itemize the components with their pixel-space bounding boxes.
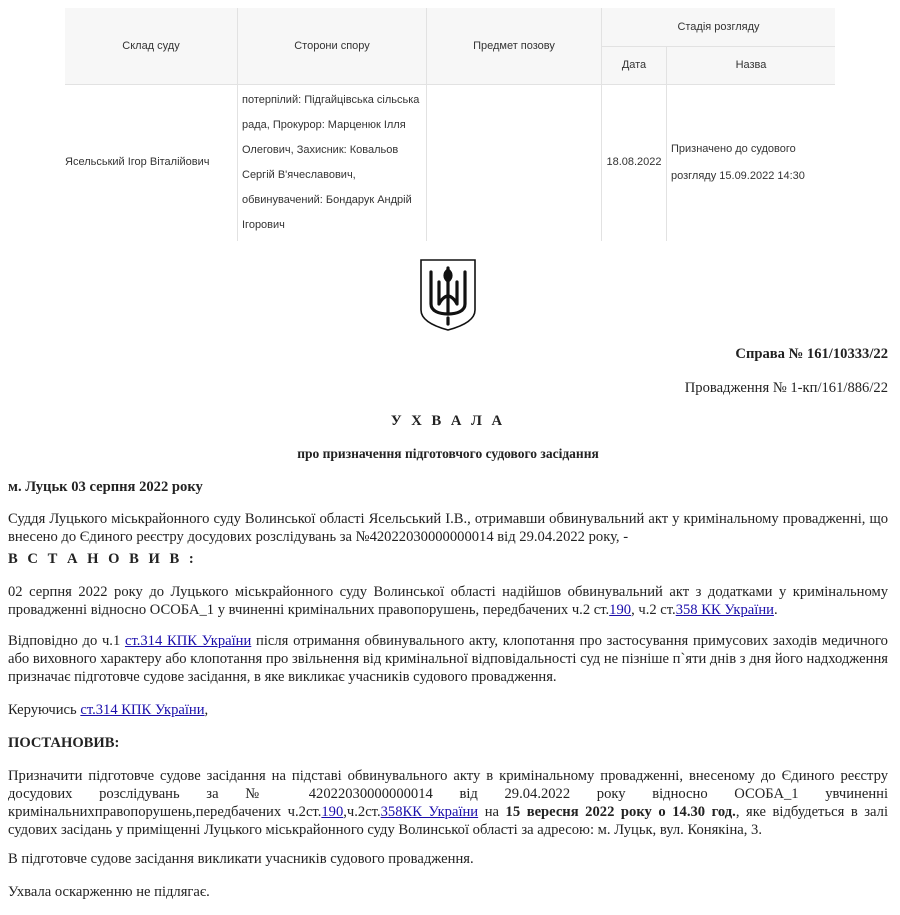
paragraph-receipt-text: 02 серпня 2022 року до Луцького міськрайонного суду Волинської області надійшов обвинувальний акт з додатками у кримінальному провадженні відносно ОСОБА_1 у вчиненні кримінальних правопорушень, передбачених ч.2 ст. <box>8 584 888 618</box>
proceeding-number: Провадження № 1-кп/161/886/22 <box>684 380 888 396</box>
header-stage: Стадія розгляду <box>602 8 836 46</box>
established-heading: В С Т А Н О В И В : <box>8 551 197 567</box>
article-314-link-2[interactable]: ст.314 КПК України <box>80 702 205 718</box>
resolution-article-358-link[interactable]: 358КК України <box>380 804 479 820</box>
paragraph-guided-end: , <box>204 702 209 718</box>
hearing-date: 15 вересня 2022 року о 14.30 год. <box>505 804 736 820</box>
resolved-heading: ПОСТАНОВИВ: <box>8 735 120 751</box>
cell-subject <box>427 84 602 241</box>
paragraph-resolution <box>8 767 888 839</box>
article-190-link[interactable]: 190 <box>609 602 632 618</box>
paragraph-final: Ухвала оскарженню не підлягає. <box>8 884 210 900</box>
resolution-text-2: на <box>478 804 506 820</box>
paragraph-receipt-mid: , ч.2 ст. <box>631 602 676 618</box>
paragraph-receipt-end: . <box>773 602 778 618</box>
place-date: м. Луцьк 03 серпня 2022 року <box>8 479 203 495</box>
intro-paragraph: Суддя Луцького міськрайонного суду Волинської області Ясельський І.В., отримавши обвинувальний акт у кримінальному провадженні, що внесено до Єдиного реєстру досудових розслідувань за №42022030000000014 від 29.04.2022 року, - <box>8 511 888 545</box>
cell-date: 18.08.2022 <box>602 84 667 241</box>
cell-court: Ясельський Ігор Віталійович <box>65 84 238 241</box>
cell-parties: потерпілий: Підгайцівська сільська рада, Прокурор: Марценюк Ілля Олегович, Захисник: Ковальов Сергій В'ячеславович, обвинувачений: Бондарук Андрій Ігорович <box>238 84 427 241</box>
paragraph-law <box>8 632 888 686</box>
header-subject: Предмет позову <box>427 8 602 84</box>
case-table <box>65 8 835 241</box>
resolution-text-1: Призначити підготовче судове засідання на підставі обвинувального акту в кримінальному провадженні, внесеному до Єдиного реєстру досудових розслідувань за № 42022030000000014 від 29.04.2022 року відносно ОСОБА_1 увчиненні кримінальнихправопорушень,передбачених ч.2ст. <box>8 768 888 820</box>
resolution-text-3: , яке відбудеться в залі судових засідань у приміщенні Луцького міськрайонного суду Волинської області за адресою: м. Луцьк, вул. Конякіна, 3. <box>8 804 888 838</box>
document-title: У Х В А Л А <box>390 413 506 429</box>
article-314-link[interactable]: ст.314 КПК України <box>124 633 252 649</box>
article-358-link[interactable]: 358 КК України <box>675 602 774 618</box>
header-court: Склад суду <box>65 8 238 84</box>
resolution-mid: ,ч.2ст. <box>343 804 381 820</box>
ukraine-coat-of-arms-icon <box>419 258 477 332</box>
header-name: Назва <box>667 46 836 84</box>
table-row <box>65 84 835 241</box>
paragraph-law-text: після отримання обвинувального акту, клопотання про застосування примусових заходів медичного або виховного характеру або клопотання про звільнення від кримінальної відповідальності суд не пізніше п`яти днів з дня його надходження призначає підготовче судове засідання, в яке викликає учасників судового провадження. <box>8 633 888 685</box>
case-number: Справа № 161/10333/22 <box>735 346 888 362</box>
header-date: Дата <box>602 46 667 84</box>
header-parties: Сторони спору <box>238 8 427 84</box>
paragraph-guided-start: Керуючись <box>8 702 81 718</box>
paragraph-guided <box>8 701 888 719</box>
document-subtitle: про призначення підготовчого судового засідання <box>297 446 599 461</box>
resolution-article-190-link[interactable]: 190 <box>321 804 344 820</box>
court-decision-document <box>0 246 900 915</box>
paragraph-receipt <box>8 583 888 619</box>
cell-stage-name: Призначено до судового розгляду 15.09.2022 14:30 <box>667 84 836 241</box>
paragraph-summon: В підготовче судове засідання викликати учасників судового провадження. <box>8 851 474 867</box>
paragraph-law-start: Відповідно до ч.1 <box>8 633 125 649</box>
